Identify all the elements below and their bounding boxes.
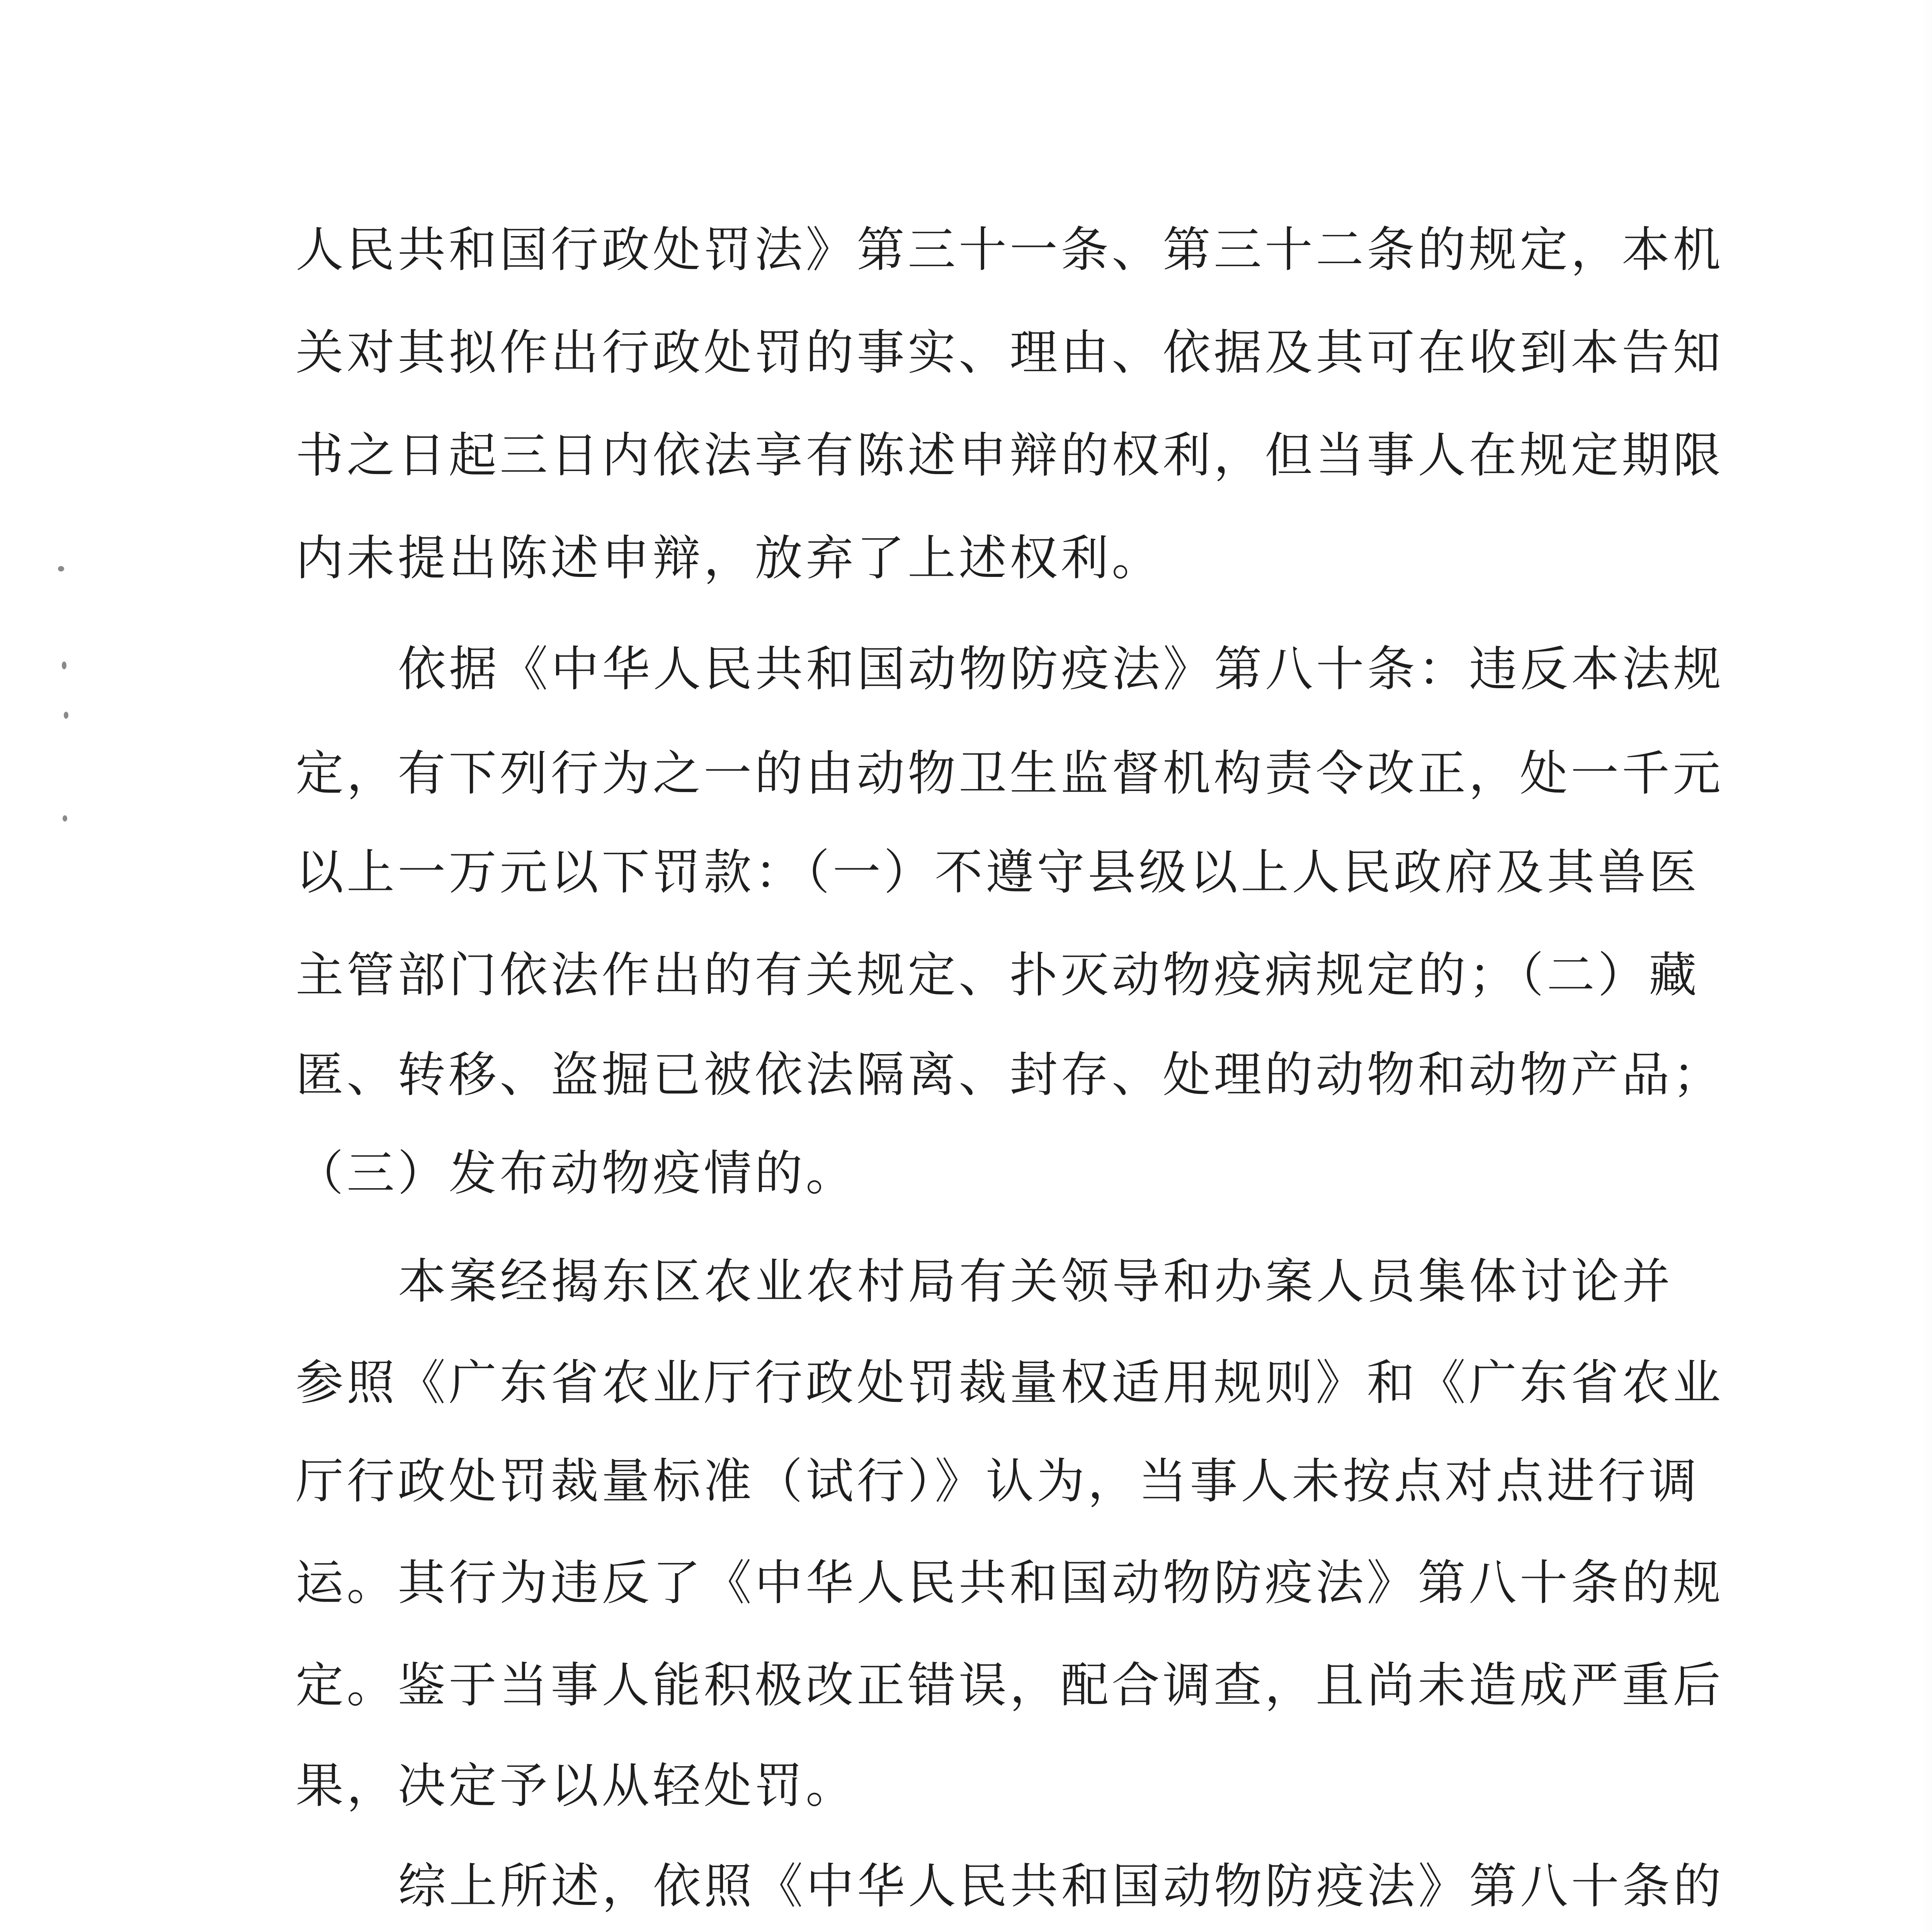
paragraph-line: 关对其拟作出行政处罚的事实、理由、依据及其可在收到本告知 <box>296 325 1724 381</box>
scan-speck <box>63 815 67 821</box>
paragraph-line: （三）发布动物疫情的。 <box>296 1146 857 1201</box>
paragraph-line: 果，决定予以从轻处罚。 <box>296 1758 857 1814</box>
paragraph-line: 定，有下列行为之一的由动物卫生监督机构责令改正，处一千元 <box>296 746 1724 801</box>
scan-page-edge <box>1920 0 1932 1932</box>
paragraph-line: 综上所述，依照《中华人民共和国动物防疫法》第八十条的 <box>398 1859 1725 1914</box>
paragraph-line: 人民共和国行政处罚法》第三十一条、第三十二条的规定，本机 <box>296 222 1724 278</box>
paragraph-line: 依据《中华人民共和国动物防疫法》第八十条：违反本法规 <box>398 641 1725 697</box>
paragraph-line: 厅行政处罚裁量标准（试行）》认为，当事人未按点对点进行调 <box>296 1454 1700 1509</box>
paragraph-line: 书之日起三日内依法享有陈述申辩的权利，但当事人在规定期限 <box>296 428 1724 483</box>
paragraph-line: 定。鉴于当事人能积极改正错误，配合调查，且尚未造成严重后 <box>296 1658 1724 1713</box>
scan-speck <box>58 566 64 571</box>
paragraph-line: 运。其行为违反了《中华人民共和国动物防疫法》第八十条的规 <box>296 1555 1724 1611</box>
scan-speck <box>64 712 68 719</box>
scan-speck <box>62 662 66 669</box>
paragraph-line: 参照《广东省农业厅行政处罚裁量权适用规则》和《广东省农业 <box>296 1355 1724 1411</box>
paragraph-line: 内未提出陈述申辩，放弃了上述权利。 <box>296 531 1163 586</box>
paragraph-line: 匿、转移、盗掘已被依法隔离、封存、处理的动物和动物产品； <box>296 1047 1724 1103</box>
paragraph-line: 主管部门依法作出的有关规定、扑灭动物疫病规定的；（二）藏 <box>296 947 1700 1003</box>
paragraph-line: 本案经揭东区农业农村局有关领导和办案人员集体讨论并 <box>398 1254 1673 1310</box>
paragraph-line: 以上一万元以下罚款：（一）不遵守县级以上人民政府及其兽医 <box>296 845 1700 900</box>
